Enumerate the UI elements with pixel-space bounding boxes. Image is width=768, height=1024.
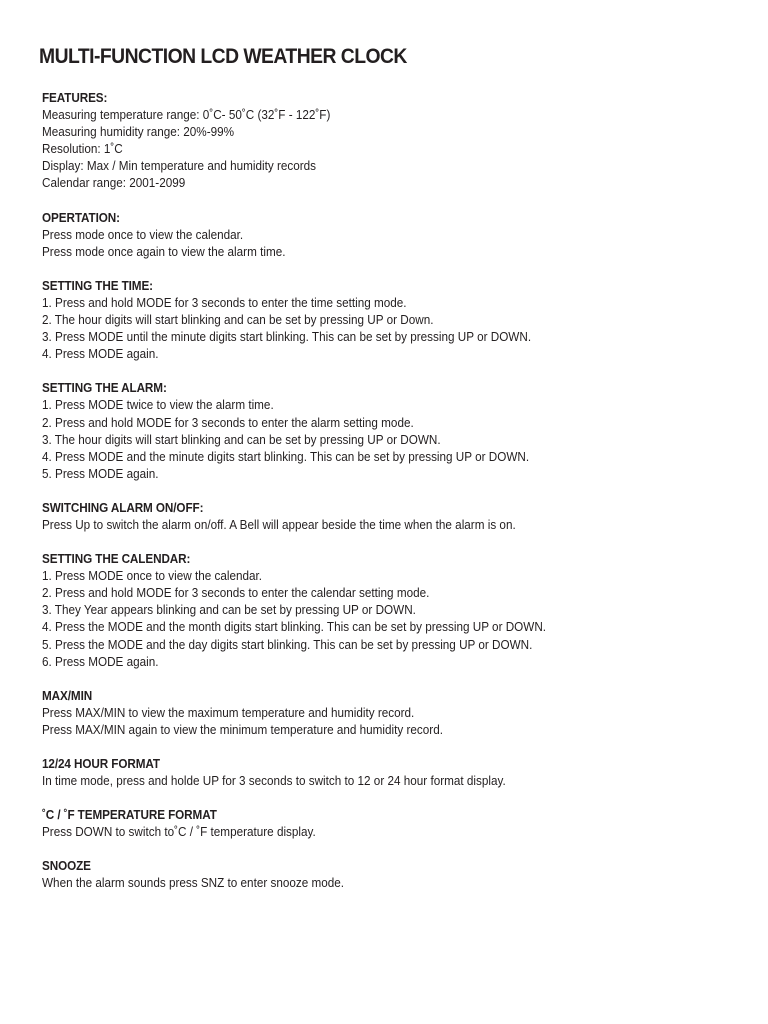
section-line: 5. Press MODE again. <box>42 466 159 481</box>
section-line: Press MAX/MIN to view the maximum temperature and humidity record. <box>42 705 415 720</box>
section-line: 2. The hour digits will start blinking and can be set by pressing UP or Down. <box>42 313 434 328</box>
section-hour-format <box>42 756 742 790</box>
section-line: In time mode, press and holde UP for 3 seconds to switch to 12 or 24 hour format display. <box>42 774 506 789</box>
document-body <box>42 90 742 910</box>
section-line: 1. Press MODE once to view the calendar. <box>42 569 263 584</box>
section-line: Press mode once again to view the alarm time. <box>42 244 286 259</box>
section-heading: SETTING THE ALARM: <box>42 381 167 396</box>
section-heading: FEATURES: <box>42 91 108 105</box>
section-features <box>42 90 742 193</box>
section-setting-calendar <box>42 551 742 671</box>
section-heading: SETTING THE TIME: <box>42 278 153 293</box>
section-heading: 12/24 HOUR FORMAT <box>42 757 160 771</box>
section-line: Press DOWN to switch to˚C / ˚F temperature display. <box>42 825 316 840</box>
section-line: 3. The hour digits will start blinking and can be set by pressing UP or DOWN. <box>42 432 441 447</box>
section-line: 1. Press and hold MODE for 3 seconds to enter the time setting mode. <box>42 295 407 310</box>
section-operation <box>42 210 742 261</box>
section-heading: MAX/MIN <box>42 688 93 703</box>
section-temperature-format <box>42 807 742 841</box>
section-line: 2. Press and hold MODE for 3 seconds to enter the alarm setting mode. <box>42 415 414 430</box>
section-line: 4. Press the MODE and the month digits start blinking. This can be set by pressing UP or DOWN. <box>42 620 547 635</box>
section-line: 1. Press MODE twice to view the alarm time. <box>42 398 274 413</box>
section-setting-time <box>42 278 742 363</box>
section-line: 4. Press MODE and the minute digits start blinking. This can be set by pressing UP or DOWN. <box>42 449 530 464</box>
section-heading: ˚C / ˚F TEMPERATURE FORMAT <box>42 808 217 823</box>
section-heading: SWITCHING ALARM ON/OFF: <box>42 500 204 515</box>
section-line: 2. Press and hold MODE for 3 seconds to enter the calendar setting mode. <box>42 586 430 601</box>
section-heading: SNOOZE <box>42 859 91 874</box>
section-max-min <box>42 688 742 739</box>
section-line: Resolution: 1˚C <box>42 142 123 157</box>
section-snooze <box>42 858 742 892</box>
section-setting-alarm <box>42 380 742 483</box>
section-line: 4. Press MODE again. <box>42 347 159 362</box>
section-line: Measuring humidity range: 20%-99% <box>42 125 235 140</box>
section-line: 3. They Year appears blinking and can be set by pressing UP or DOWN. <box>42 603 416 618</box>
section-heading: OPERTATION: <box>42 210 120 225</box>
document-title: MULTI-FUNCTION LCD WEATHER CLOCK <box>39 44 407 68</box>
section-line: Measuring temperature range: 0˚C- 50˚C (32˚F - 122˚F) <box>42 108 331 123</box>
section-line: Calendar range: 2001-2099 <box>42 176 186 191</box>
section-line: 5. Press the MODE and the day digits start blinking. This can be set by pressing UP or DOWN. <box>42 637 533 652</box>
section-line: When the alarm sounds press SNZ to enter snooze mode. <box>42 876 345 891</box>
section-line: Press mode once to view the calendar. <box>42 227 244 242</box>
section-line: Press Up to switch the alarm on/off. A Bell will appear beside the time when the alarm is on. <box>42 517 516 532</box>
section-line: Press MAX/MIN again to view the minimum temperature and humidity record. <box>42 722 443 737</box>
section-heading: SETTING THE CALENDAR: <box>42 552 191 567</box>
section-line: 3. Press MODE until the minute digits start blinking. This can be set by pressing UP or DOWN. <box>42 330 532 345</box>
section-switching-alarm <box>42 500 742 534</box>
section-line: 6. Press MODE again. <box>42 654 159 669</box>
section-line: Display: Max / Min temperature and humidity records <box>42 159 317 174</box>
